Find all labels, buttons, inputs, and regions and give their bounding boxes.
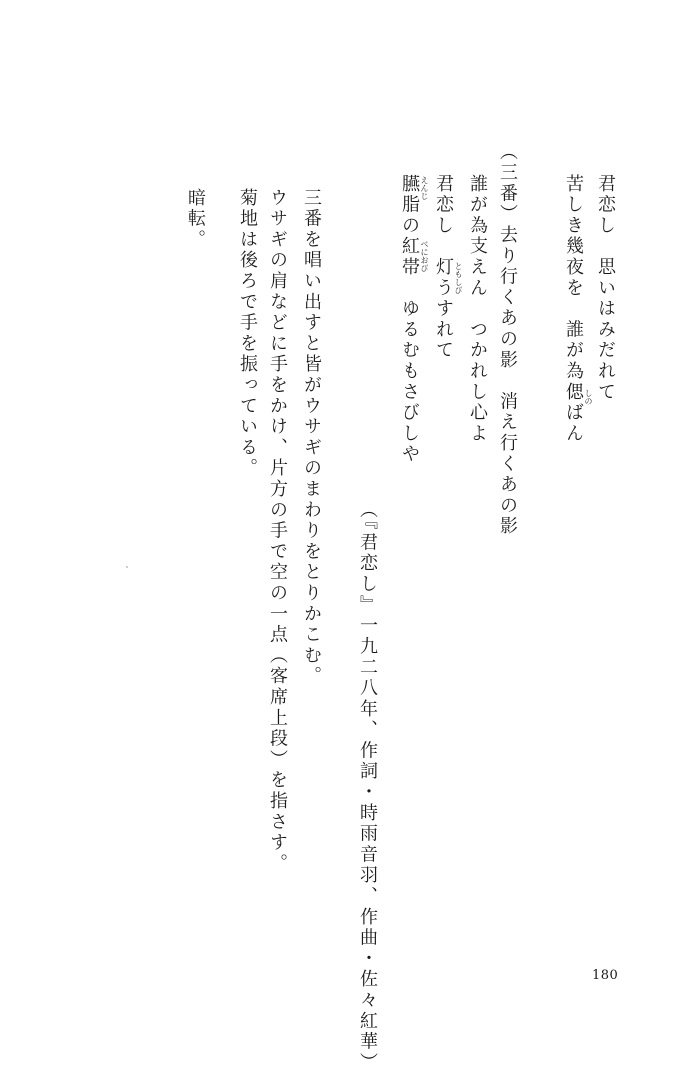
furigana-tomoshibi: ともしび [454,262,463,294]
stage-direction-1: 三番を唱い出すと皆がウサギのまわりをとりかこむ。 [301,188,322,688]
lyric-line-5 [433,174,463,362]
lyric-line-3: （三番）去り行くあの影 消え行くあの影 [497,142,518,538]
furigana-beniobi: べにおび [420,240,429,272]
page-number: 180 [592,968,619,983]
lyric-line-1: 君恋し 思いはみだれて [595,174,616,403]
lyric-line-2-text: 苦しき幾夜を 誰が為偲ばん [563,174,584,445]
furigana-shino: しの [584,389,593,405]
stage-direction-2: ウサギの肩などに手をかけ、片方の手で空の一点（客席上段）を指さす。 [267,188,288,875]
scan-speck [126,566,128,568]
lyric-line-4: 誰が為支えん つかれし心よ [467,174,488,445]
lyric-line-6-text: 臙脂の紅帯 ゆるむもさびしや [399,174,420,466]
furigana-enji: えんじ [420,176,429,200]
lyric-line-5-text: 君恋し 灯うすれて [433,174,454,362]
stage-direction-4: 暗転。 [185,188,206,251]
stage-direction-3: 菊地は後ろで手を振っている。 [237,188,258,480]
lyric-line-6 [399,174,429,466]
song-credit: （『君恋し』一九二八年、作詞・時雨音羽、作曲・佐々紅華） [357,500,378,1073]
lyric-line-2 [563,174,593,445]
